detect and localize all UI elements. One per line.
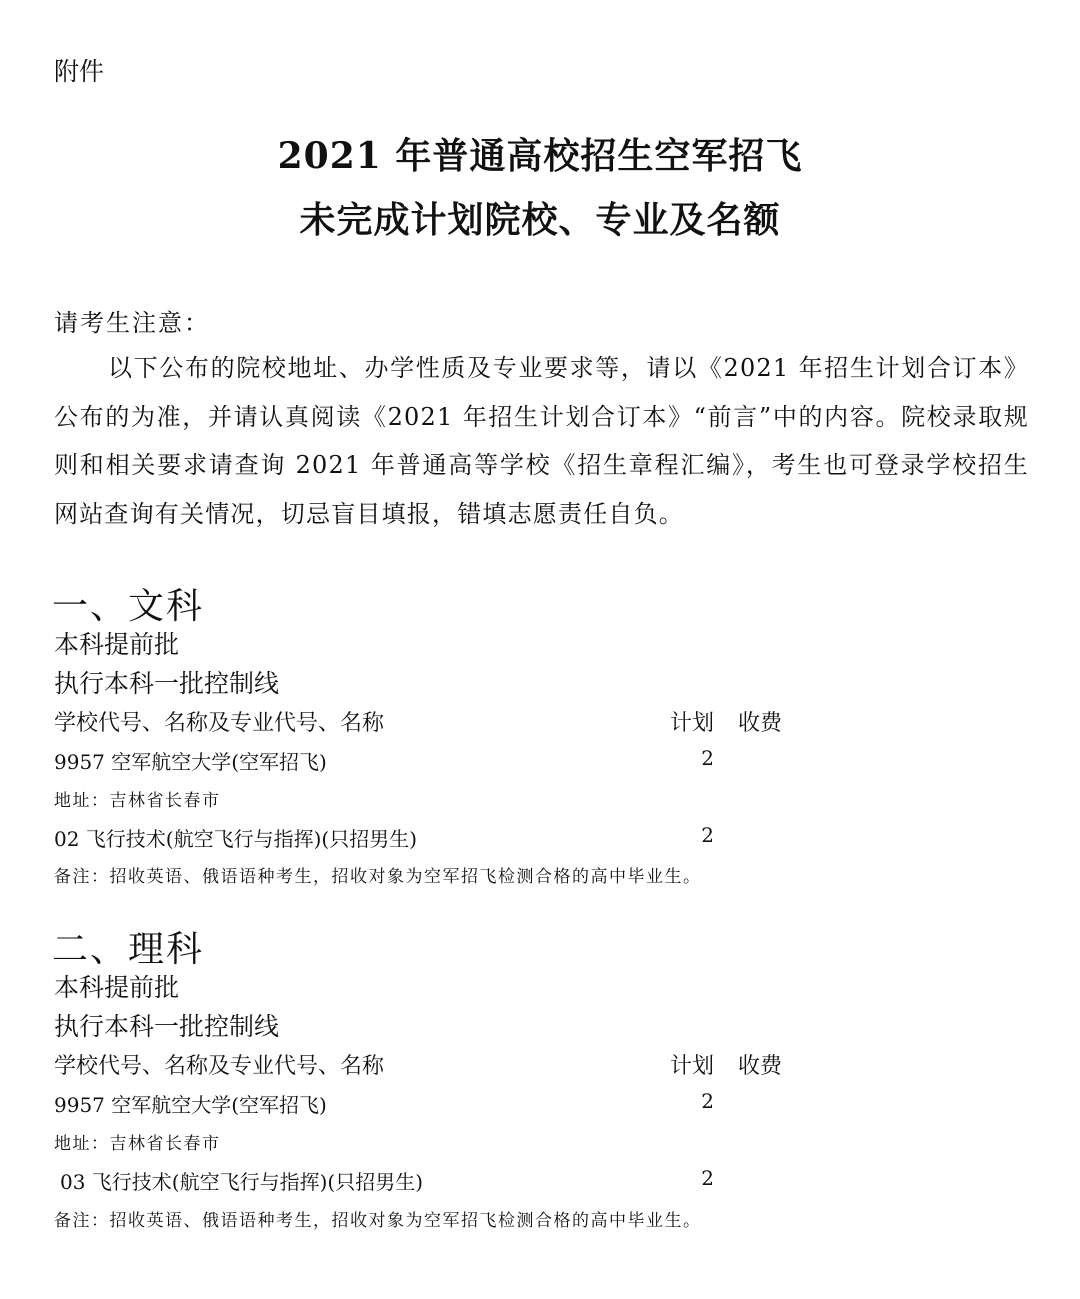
- major-plan-count: 2: [701, 823, 714, 847]
- column-header-fee: 收费: [738, 1054, 783, 1079]
- major-plan-count: 2: [701, 1166, 714, 1190]
- school-plan-count: 2: [701, 746, 714, 770]
- school-address: 地址：吉林省长春市: [54, 1134, 221, 1154]
- page-title-line-1: 2021 年普通高校招生空军招飞: [277, 135, 803, 177]
- section-heading: 一、文科: [52, 586, 205, 627]
- control-line-label: 执行本科一批控制线: [54, 669, 280, 698]
- major-row: 02 飞行技术(航空飞行与指挥)(只招男生): [54, 827, 418, 851]
- school-row: 9957 空军航空大学(空军招飞): [54, 1093, 327, 1117]
- page-title-line-2: 未完成计划院校、专业及名额: [299, 199, 781, 241]
- control-line-label: 执行本科一批控制线: [54, 1012, 280, 1041]
- major-row: 03 飞行技术(航空飞行与指挥)(只招男生): [60, 1170, 424, 1194]
- column-header-name: 学校代号、名称及专业代号、名称: [54, 711, 385, 736]
- batch-label: 本科提前批: [54, 630, 180, 659]
- school-row: 9957 空军航空大学(空军招飞): [54, 750, 327, 774]
- remark-text: 备注：招收英语、俄语语种考生，招收对象为空军招飞检测合格的高中毕业生。: [54, 867, 702, 887]
- batch-label: 本科提前批: [54, 973, 180, 1002]
- column-header-fee: 收费: [738, 711, 783, 736]
- attachment-label: 附件: [54, 57, 105, 86]
- remark-text: 备注：招收英语、俄语语种考生，招收对象为空军招飞检测合格的高中毕业生。: [54, 1211, 702, 1231]
- column-header-plan: 计划: [670, 1054, 715, 1079]
- notice-paragraph: 以下公布的院校地址、办学性质及专业要求等，请以《2021 年招生计划合订本》公布的为准，并请认真阅读《2021 年招生计划合订本》“前言”中的内容。院校录取规则和相关要求请查询 2021 年普通高等学校《招生章程汇编》，考生也可登录学校招生网站查询有关情况，切忌盲目填报，错填志愿责任自负。: [54, 354, 1029, 528]
- notice-label: 请考生注意：: [54, 309, 210, 337]
- school-address: 地址：吉林省长春市: [54, 791, 221, 811]
- column-header-name: 学校代号、名称及专业代号、名称: [54, 1054, 385, 1079]
- school-plan-count: 2: [701, 1089, 714, 1113]
- section-heading: 二、理科: [52, 929, 205, 970]
- column-header-plan: 计划: [670, 711, 715, 736]
